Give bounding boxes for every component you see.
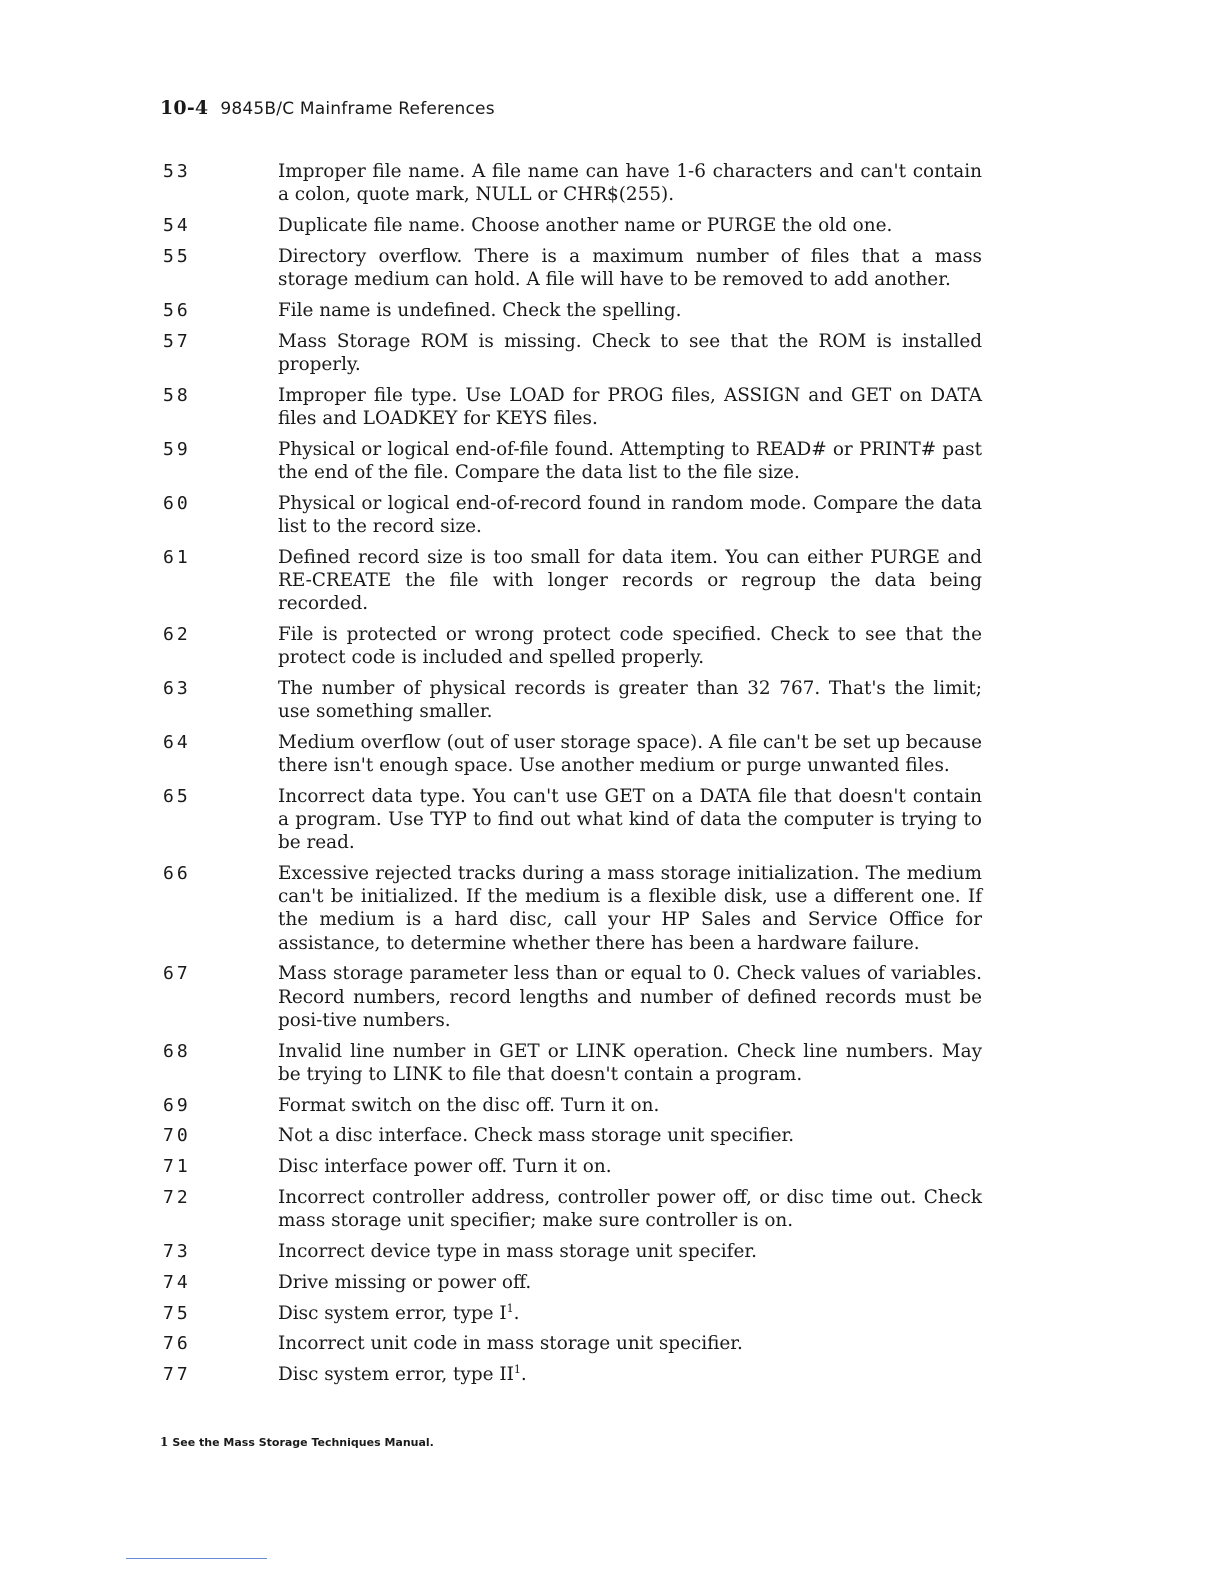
- error-description: [278, 1155, 982, 1178]
- error-description-text: Drive missing or power off.: [278, 1271, 532, 1293]
- error-description-text: Physical or logical end-of-record found in random mode. Compare the data list to the record size.: [278, 492, 982, 537]
- error-code: 54: [163, 215, 191, 236]
- error-code: 69: [163, 1094, 191, 1116]
- error-code: 67: [163, 963, 191, 985]
- error-description-text: Disc interface power off. Turn it on.: [278, 1156, 612, 1178]
- error-code-list: [160, 160, 982, 1394]
- error-entry: [160, 1155, 982, 1178]
- error-code: 74: [163, 1271, 191, 1293]
- error-code: 77: [163, 1364, 191, 1386]
- error-description: [278, 1186, 982, 1232]
- error-entry: [160, 1240, 982, 1263]
- error-code: 61: [163, 546, 191, 568]
- error-description-text: Improper file name. A file name can have 1-6 characters and can't contain a colon, quote mark, NULL or CHR$(255).: [278, 161, 982, 206]
- error-entry: [160, 785, 982, 855]
- error-description: [278, 862, 982, 955]
- error-description: [278, 1040, 982, 1086]
- error-description: [278, 1124, 982, 1147]
- error-entry: [160, 546, 982, 616]
- error-description: [278, 546, 982, 616]
- error-description-text: Incorrect data type. You can't use GET on a DATA file that doesn't contain a program. Use TYP to find out what kind of data the computer is trying to be read.: [278, 785, 982, 854]
- error-description-text: Incorrect unit code in mass storage unit specifier.: [278, 1333, 743, 1355]
- error-code: 53: [163, 161, 191, 182]
- error-description-text: Physical or logical end-of-file found. Attempting to READ# or PRINT# past the end of the file. Compare the data list to the file size.: [278, 438, 982, 483]
- error-entry: [160, 1302, 982, 1325]
- error-entry: [160, 1271, 982, 1294]
- error-description: [278, 214, 982, 237]
- error-code: 75: [163, 1302, 191, 1324]
- error-description: [278, 330, 982, 376]
- error-entry: [160, 492, 982, 538]
- error-code: 60: [163, 492, 191, 514]
- error-entry: [160, 1186, 982, 1232]
- error-entry: [160, 677, 982, 723]
- error-description-text: Not a disc interface. Check mass storage unit specifier.: [278, 1125, 795, 1147]
- error-description-text: Medium overflow (out of user storage space). A file can't be set up because there isn't enough space. Use another medium or purge unwanted files.: [278, 731, 982, 776]
- error-entry: [160, 384, 982, 430]
- error-description: [278, 299, 982, 322]
- error-description-text: Mass Storage ROM is missing. Check to see that the ROM is installed properly.: [278, 330, 982, 375]
- error-description-text: Format switch on the disc off. Turn it on.: [278, 1094, 660, 1116]
- error-code: 56: [163, 299, 191, 321]
- error-description: [278, 677, 982, 723]
- error-code: 66: [163, 863, 191, 884]
- error-description: [278, 160, 982, 206]
- error-code: 57: [163, 330, 191, 352]
- error-code: 76: [163, 1333, 191, 1355]
- error-entry: [160, 1094, 982, 1117]
- error-description-text: Duplicate file name. Choose another name or PURGE the old one.: [278, 215, 893, 236]
- error-description: [278, 731, 982, 777]
- error-description: [278, 384, 982, 430]
- error-description: [278, 623, 982, 669]
- footnote-mark: 1: [160, 1435, 169, 1449]
- error-entry: [160, 962, 982, 1032]
- error-code: 70: [163, 1125, 191, 1147]
- error-entry: [160, 438, 982, 484]
- error-entry: [160, 1040, 982, 1086]
- page-number: 10-4: [160, 97, 209, 119]
- footnote: [160, 1435, 434, 1449]
- error-description-text: File is protected or wrong protect code specified. Check to see that the protect code is included and spelled properly.: [278, 623, 982, 668]
- error-entry: [160, 1363, 982, 1386]
- header-title: 9845B/C Mainframe References: [220, 99, 495, 119]
- error-description: [278, 785, 982, 855]
- error-code: 62: [163, 623, 191, 645]
- footnote-text: See the Mass Storage Techniques Manual.: [172, 1436, 434, 1449]
- error-description-text: Defined record size is too small for data item. You can either PURGE and RE-CREATE the file with longer records or regroup the data being recorded.: [278, 546, 982, 614]
- error-entry: [160, 623, 982, 669]
- error-code: 73: [163, 1241, 191, 1262]
- error-entry: [160, 1124, 982, 1147]
- error-description-text: Incorrect device type in mass storage unit specifer.: [278, 1241, 757, 1262]
- error-description-text: Disc system error, type I: [278, 1302, 507, 1324]
- error-entry: [160, 731, 982, 777]
- error-code: 71: [163, 1156, 191, 1178]
- error-description-text: Invalid line number in GET or LINK operation. Check line numbers. May be trying to LINK to file that doesn't contain a program.: [278, 1040, 982, 1085]
- error-description-text: Improper file type. Use LOAD for PROG files, ASSIGN and GET on DATA files and LOADKEY for KEYS files.: [278, 384, 982, 429]
- bottom-rule: [126, 1558, 267, 1559]
- error-description: [278, 245, 982, 291]
- error-code: 63: [163, 677, 191, 699]
- error-description-text: The number of physical records is greater than 32 767. That's the limit; use something smaller.: [278, 677, 982, 722]
- error-description: [278, 1302, 982, 1325]
- error-entry: [160, 299, 982, 322]
- error-code: 72: [163, 1187, 191, 1208]
- error-description-text: Mass storage parameter less than or equal to 0. Check values of variables. Record numbers, record lengths and number of defined records must be posi-tive numbers.: [278, 963, 982, 1031]
- error-description-text: Disc system error, type II: [278, 1364, 514, 1386]
- error-description-text: Directory overflow. There is a maximum number of files that a mass storage medium can hold. A file will have to be removed to add another.: [278, 245, 982, 290]
- error-description: [278, 492, 982, 538]
- error-description: [278, 438, 982, 484]
- error-entry: [160, 862, 982, 955]
- error-description-text: Incorrect controller address, controller power off, or disc time out. Check mass storage unit specifier; make sure controller is on.: [278, 1187, 982, 1232]
- trailing-punctuation: .: [520, 1364, 527, 1386]
- error-entry: [160, 160, 982, 206]
- error-code: 55: [163, 245, 191, 267]
- footnote-reference: 1: [506, 1301, 514, 1315]
- trailing-punctuation: .: [513, 1302, 520, 1324]
- error-description: [278, 1363, 982, 1386]
- error-code: 68: [163, 1040, 191, 1062]
- error-code: 58: [163, 384, 191, 406]
- page-header: [160, 97, 495, 119]
- error-description: [278, 1094, 982, 1117]
- error-entry: [160, 245, 982, 291]
- error-entry: [160, 330, 982, 376]
- error-description-text: File name is undefined. Check the spelling.: [278, 299, 682, 321]
- footnote-reference: 1: [513, 1363, 521, 1377]
- error-description: [278, 962, 982, 1032]
- error-code: 59: [163, 438, 191, 460]
- error-code: 65: [163, 785, 191, 807]
- error-entry: [160, 214, 982, 237]
- error-entry: [160, 1332, 982, 1355]
- error-description: [278, 1332, 982, 1355]
- error-description: [278, 1240, 982, 1263]
- error-description-text: Excessive rejected tracks during a mass storage initialization. The medium can't be initialized. If the medium is a flexible disk, use a different one. If the medium is a hard disc, call your HP Sales and Service Office for assistance, to determine whether there has been a hardware failure.: [278, 863, 982, 954]
- error-description: [278, 1271, 982, 1294]
- error-code: 64: [163, 731, 191, 753]
